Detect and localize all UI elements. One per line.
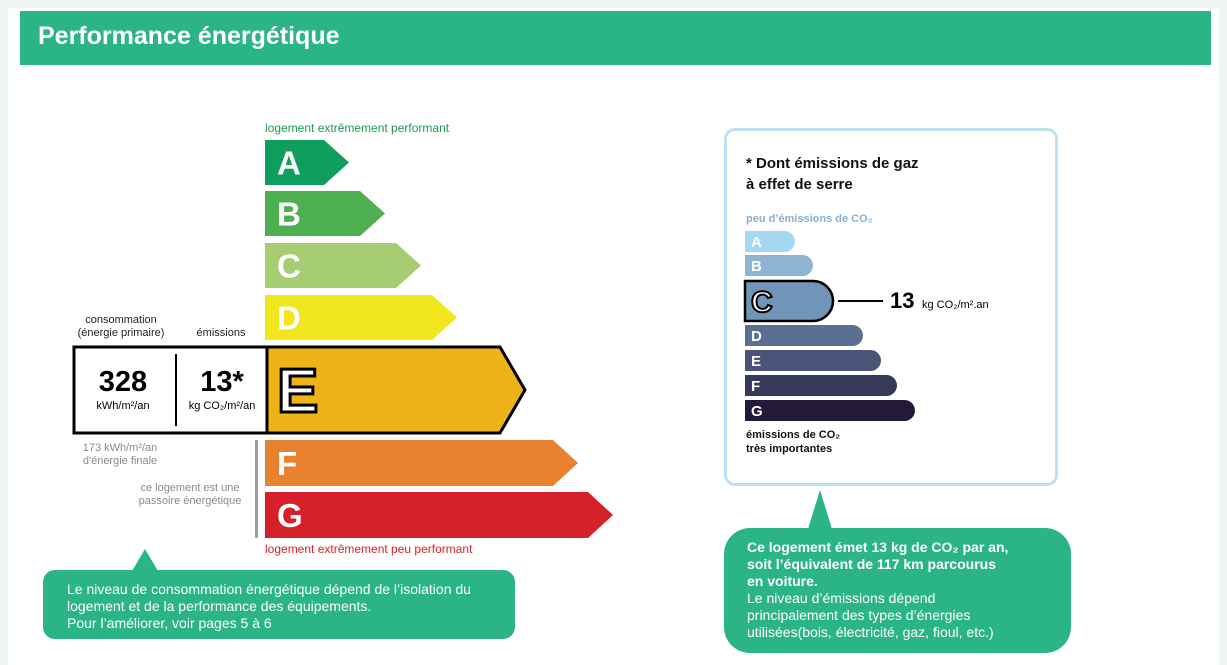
ges-class-g-bar	[745, 400, 915, 421]
consumption-value: 328	[98, 366, 148, 398]
ges-title-line1: * Dont émissions de gaz	[746, 155, 919, 172]
bubble-right-line1: Le niveau d’émissions dépend	[747, 590, 936, 606]
bubble-right-bold-line1: Ce logement émet 13 kg de CO₂ par an,	[747, 539, 1009, 555]
ges-bottom-label-line1: émissions de CO₂	[746, 429, 841, 441]
final-energy-line2: d'énergie finale	[82, 455, 158, 467]
bubble-right-bold-line3: en voiture.	[747, 573, 818, 589]
dpe-class-f-letter: F	[277, 445, 298, 482]
ges-title-line2: à effet de serre	[746, 176, 853, 193]
ges-class-d	[745, 325, 863, 346]
ges-class-d-letter: D	[751, 328, 762, 345]
bubble-right-bold-line2: soit l’équivalent de 117 km parcourus	[747, 556, 996, 572]
final-energy-line1: 173 kWh/m²/an	[82, 442, 158, 454]
bubble-left-line2: logement et de la performance des équipements.	[67, 598, 372, 614]
dpe-class-d-letter: D	[277, 299, 301, 337]
passoire-line1: ce logement est une	[140, 482, 240, 494]
bubble-right-line3: utilisées(bois, électricité, gaz, fioul, etc.)	[747, 624, 994, 640]
dpe-bottom-label: logement extrêmement peu performant	[265, 542, 473, 556]
ges-class-b-letter: B	[751, 258, 762, 275]
ges-class-a	[745, 231, 795, 252]
dpe-class-a-letter: A	[277, 144, 301, 182]
consumption-label-line1: consommation	[85, 314, 157, 326]
ges-class-a-letter: A	[751, 234, 762, 251]
passoire-line2: passoire énergétique	[138, 495, 242, 507]
ges-class-e	[745, 350, 881, 371]
emissions-label: émissions	[196, 327, 246, 339]
ges-value: 13	[890, 288, 915, 313]
ges-class-b	[745, 255, 813, 276]
emissions-value: 13*	[200, 366, 244, 398]
consumption-unit: kWh/m²/an	[96, 400, 150, 412]
ges-class-c-letter: C	[751, 286, 773, 319]
ges-class-f-bar	[745, 375, 897, 396]
ges-class-d-bar	[745, 325, 863, 346]
section-title: Performance énergétique	[38, 22, 340, 50]
ges-class-g	[745, 400, 915, 421]
info-bubble-emissions	[724, 528, 1071, 653]
ges-class-e-letter: E	[751, 353, 762, 370]
ges-top-label: peu d’émissions de CO₂	[746, 213, 873, 225]
ges-bottom-label-line2: très importantes	[746, 443, 833, 455]
dpe-top-label: logement extrêmement performant	[265, 121, 450, 135]
bubble-left-line3: Pour l’améliorer, voir pages 5 à 6	[67, 615, 272, 631]
dpe-class-c-letter: C	[277, 247, 301, 285]
ges-class-c	[745, 281, 883, 321]
ges-unit: kg CO₂/m².an	[922, 299, 989, 311]
ges-class-f	[745, 375, 897, 396]
consumption-label-line2: (énergie primaire)	[77, 327, 165, 339]
dpe-class-e-letter: E	[277, 357, 319, 426]
dpe-class-b-letter: B	[277, 195, 301, 233]
ges-class-g-letter: G	[751, 403, 763, 420]
ges-class-f-letter: F	[751, 378, 761, 395]
ges-class-e-bar	[745, 350, 881, 371]
emissions-unit: kg CO₂/m²/an	[188, 400, 256, 412]
bubble-right-line2: principalement des types d’énergies	[747, 607, 971, 623]
dpe-class-g-letter: G	[277, 497, 303, 534]
bubble-left-line1: Le niveau de consommation énergétique dépend de l’isolation du	[67, 581, 471, 597]
